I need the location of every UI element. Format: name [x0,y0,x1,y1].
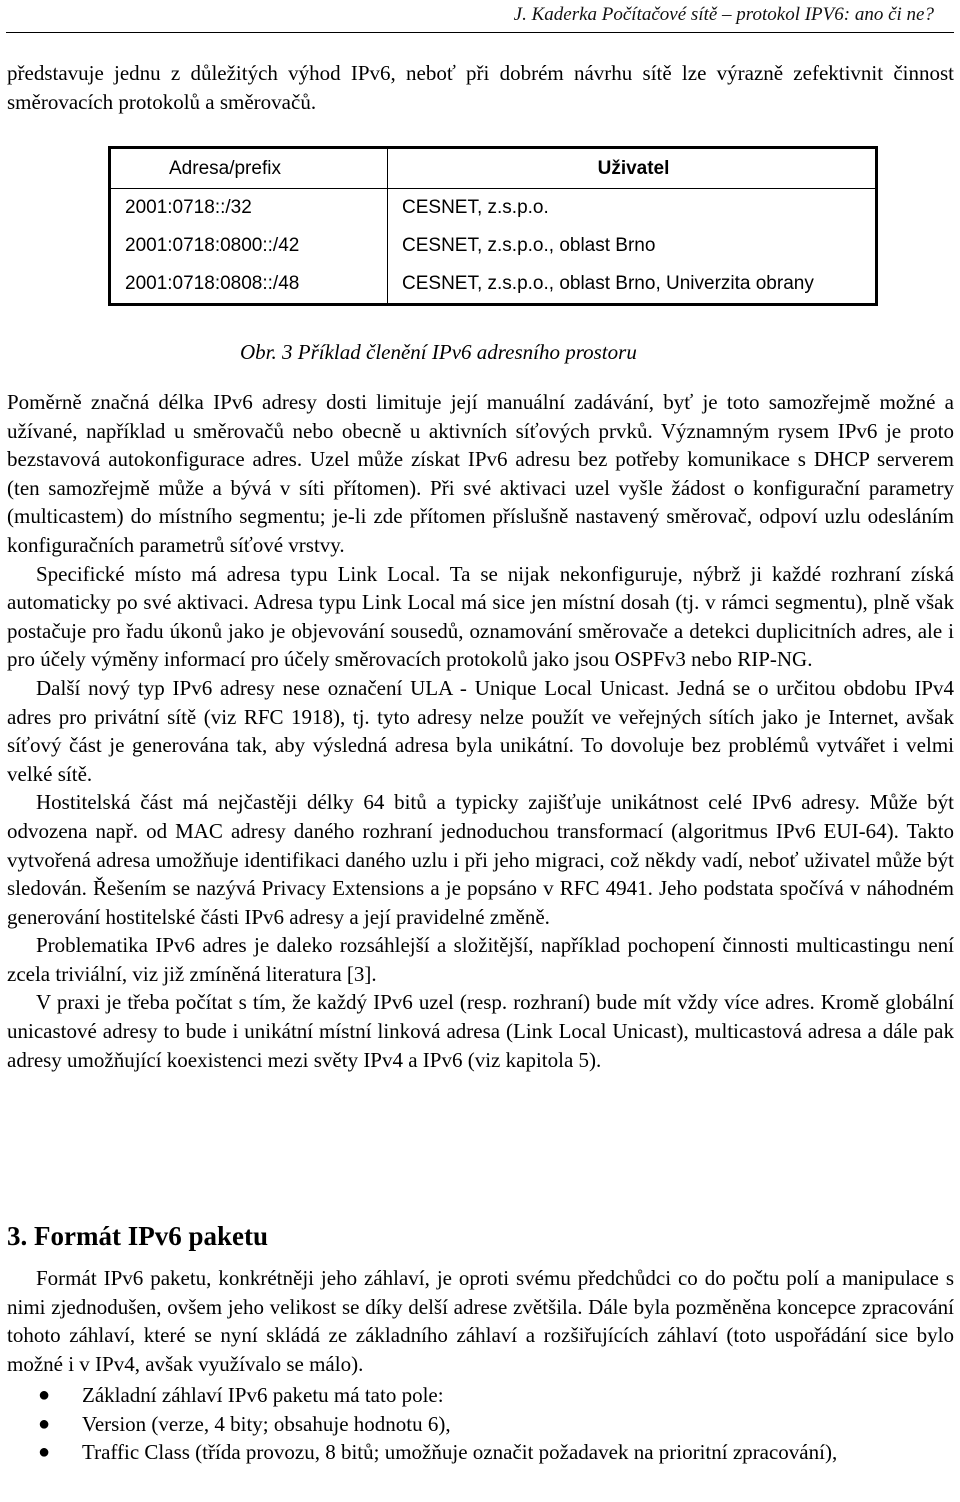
table-row [110,189,877,228]
paragraph-packet-format: Formát IPv6 paketu, konkrétněji jeho záhlaví, je oproti svému předchůdci co do počtu polí a manipulace s nimi zjednodušen, ovšem jeho velikost se díky delší adrese zvětšila. Dále byla pozměněna koncepce zpracování tohoto záhlaví, které se nyní skládá ze základního záhlaví a rozšiřujících záhlaví (toto uspořádání sice bylo možné i v IPv4, avšak využívalo se málo). [7,1266,954,1376]
intro-text: představuje jednu z důležitých výhod IPv6, neboť při dobrém návrhu sítě lze výrazně zefektivnit činnost směrovacích protokolů a směrovačů. [7,61,954,114]
list-item-text: Traffic Class (třída provozu, 8 bitů; umožňuje označit požadavek na prioritní zpracování), [82,1440,838,1465]
user-cell: CESNET, z.s.p.o. [388,189,877,228]
paragraph-multicasting: Problematika IPv6 adres je daleko rozsáhlejší a složitější, například pochopení činnosti multicastingu není zcela triviální, viz již zmíněná literatura [3]. [7,933,954,986]
bullet-icon: ● [38,1384,51,1406]
body-section-packet-format [7,1264,954,1378]
column-header-user: Uživatel [388,148,877,189]
list-item [0,1438,954,1467]
user-cell: CESNET, z.s.p.o., oblast Brno [388,227,877,265]
bullet-icon: ● [38,1441,51,1464]
list-item [0,1410,954,1439]
user-cell: CESNET, z.s.p.o., oblast Brno, Univerzita obrany [388,265,877,305]
running-header: J. Kaderka Počítačové sítě – protokol IPV6: ano či ne? [513,4,934,25]
bullet-icon: ● [38,1412,51,1435]
column-header-prefix: Adresa/prefix [110,148,388,189]
paragraph-host-part: Hostitelská část má nejčastěji délky 64 bitů a typicky zajišťuje unikátnost celé IPv6 adresy. Může být odvozena např. od MAC adresy daného rozhraní jednoduchou transformací (algoritmus IPv6 EUI-64). Takto vytvořená adresa umožňuje identifikaci daného uzlu i při jeho migraci, což někdy vadí, neboť uživatel může být sledován. Řešením se nazývá Privacy Extensions a je popsáno v RFC 4941. Jeho podstata spočívá v náhodném generování hostitelské části IPv6 adresy a její pravidelné změně. [7,790,954,929]
section-heading: 3. Formát IPv6 paketu [7,1221,268,1251]
header-fields-list [0,1381,954,1467]
paragraph-autoconfiguration: Poměrně značná délka IPv6 adresy dosti limituje její manuální zadávání, byť je toto samozřejmě možné a užívané, například u směrovačů nebo obecně u aktivních síťových prvků. Významným rysem IPv6 je proto bezstavová autokonfigurace adres. Uzel může získat IPv6 adresu bez potřeby komunikace s DHCP serverem (ten samozřejmě může a bývá v síti přítomen). Při své aktivaci uzel vyšle žádost o konfigurační parametry (multicastem) do místního segmentu; je-li zde přítomen příslušně nastavený směrovač, odpoví uzlu odesláním konfiguračních parametrů síťové vrstvy. [7,390,954,557]
prefix-cell: 2001:0718:0808::/48 [110,265,388,305]
table-header-row [110,148,877,189]
prefix-cell: 2001:0718::/32 [110,189,388,228]
paragraph-multiple-addresses: V praxi je třeba počítat s tím, že každý IPv6 uzel (resp. rozhraní) bude mít vždy více adres. Kromě globální unicastové adresy to bude i unikátní místní linková adresa (Link Local Unicast), multicastová adresa a dále pak adresy umožňující koexistenci mezi světy IPv4 a IPv6 (viz kapitola 5). [7,990,954,1072]
paragraph-ula: Další nový typ IPv6 adresy nese označení ULA - Unique Local Unicast. Jedná se o určitou obdobu IPv4 adres pro privátní sítě (viz RFC 1918), tj. tyto adresy nelze použít ve veřejných sítích jako je Internet, avšak síťový část je generována tak, aby výsledná adresa byla unikátní. To dovoluje bez problémů vytvářet i velmi velké sítě. [7,675,954,786]
intro-paragraph [7,59,954,116]
table-row [110,227,877,265]
list-item-text: Základní záhlaví IPv6 paketu má tato pole: [82,1383,444,1407]
header-rule [6,32,954,33]
table-row [110,265,877,305]
address-prefix-table [108,146,878,306]
figure-caption: Obr. 3 Příklad členění IPv6 adresního prostoru [240,340,637,364]
list-item-text: Version (verze, 4 bity; obsahuje hodnotu 6), [82,1411,451,1436]
body-section-addresses [7,388,954,1074]
paragraph-link-local: Specifické místo má adresa typu Link Local. Ta se nijak nekonfiguruje, nýbrž ji každé rozhraní získá automaticky po své aktivaci. Adresa typu Link Local má sice jen místní dosah (tj. v rámci segmentu), plně však postačuje pro řadu úkonů jako je objevování sousedů, oznamování směrovače a detekci duplicitních adres, ale i pro účely výměny informací pro účely směrovacích protokolů jako jsou OSPFv3 nebo RIP-NG. [7,561,954,672]
list-item [0,1381,954,1410]
prefix-cell: 2001:0718:0800::/42 [110,227,388,265]
